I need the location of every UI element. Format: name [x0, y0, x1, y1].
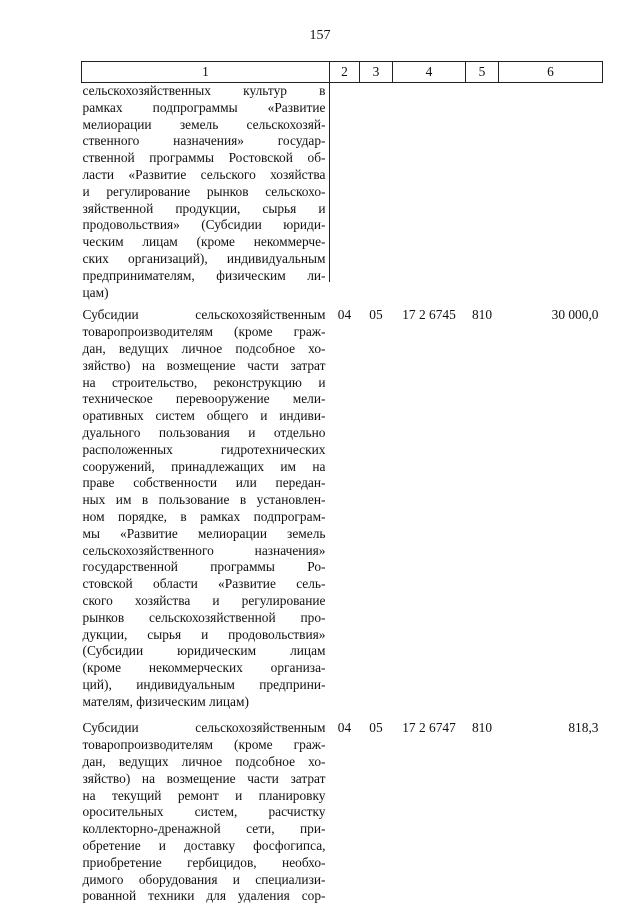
description-line: оративных систем общего и индиви-: [82, 408, 326, 424]
description-line: расположенных гидротехнических: [82, 441, 326, 457]
description-line: зяйство) на возмещение части затрат: [82, 357, 326, 373]
description-line: зяйственной продукции, сырья и: [82, 200, 326, 216]
description-line: рованной техники для удаления сор-: [82, 888, 326, 904]
description-line: (кроме некоммерческих организа-: [82, 660, 326, 676]
cell-amount: [499, 83, 603, 308]
column-divider: [329, 82, 330, 282]
cell-target-article: [393, 83, 466, 308]
row-description: [82, 307, 330, 720]
table-header: [82, 62, 603, 83]
table-row: [82, 307, 603, 720]
description-line: обретение и доставку фосфогипса,: [82, 838, 326, 854]
description-line: ственного назначения» государ-: [82, 133, 326, 149]
description-line: димого оборудования и специализи-: [82, 871, 326, 887]
description-line: ласти «Развитие сельского хозяйства: [82, 166, 326, 182]
row-description: [82, 83, 330, 308]
description-line: ном порядке, в рамках подпрограм-: [82, 508, 326, 524]
table-row: [82, 83, 603, 308]
description-line: государственной программы Ро-: [82, 559, 326, 575]
cell-section: 04: [337, 307, 352, 323]
table-row: [82, 720, 603, 905]
header-col-6: 6: [499, 62, 603, 83]
description-line: цам): [82, 284, 109, 300]
description-line: рынков сельскохозяйственной про-: [82, 609, 326, 625]
description-line: и регулирование рынков сельскохо-: [82, 183, 326, 199]
description-line: товаропроизводителям (кроме граж-: [82, 324, 326, 340]
cell-amount: 30 000,0: [551, 307, 599, 323]
description-line: на строительство, реконструкцию и: [82, 374, 326, 390]
description-line: зяйство) на возмещение части затрат: [82, 770, 326, 786]
header-col-1: 1: [82, 62, 330, 83]
budget-table: [81, 61, 603, 905]
description-line: товаропроизводителям (кроме граж-: [82, 737, 326, 753]
cell-subsection: 05: [369, 307, 383, 323]
row-description: [82, 720, 330, 905]
description-line: мелиорации земель сельскохозяй-: [82, 116, 326, 132]
header-col-2: 2: [330, 62, 360, 83]
cell-subsection: [360, 83, 393, 308]
description-line: предпринимателям, физическим ли-: [82, 267, 326, 283]
description-line: дан, ведущих личное подсобное хо-: [82, 754, 326, 770]
cell-expense-type: 810: [471, 307, 493, 323]
description-line: ского хозяйства и регулирование: [82, 592, 326, 608]
description-line: рамках подпрограммы «Развитие: [82, 99, 326, 115]
description-line: сельскохозяйственного назначения»: [82, 542, 326, 558]
description-line: оросительных систем, расчистку: [82, 804, 326, 820]
description-line: мателям, физическим лицам): [82, 693, 249, 709]
description-line: техническое перевооружение мели-: [82, 391, 326, 407]
description-line: праве собственности или передан-: [82, 475, 326, 491]
header-col-4: 4: [393, 62, 466, 83]
description-line: продовольствия» (Субсидии юриди-: [82, 217, 326, 233]
description-line: дуального пользования и отдельно: [82, 424, 326, 440]
header-col-3: 3: [360, 62, 393, 83]
description-line: Субсидии сельскохозяйственным: [82, 720, 326, 736]
cell-section: 04: [337, 720, 352, 736]
description-line: стовской области «Развитие сель-: [82, 576, 326, 592]
cell-amount: 818,3: [568, 720, 599, 736]
cell-target-article: 17 2 6745: [402, 307, 456, 323]
description-line: дан, ведущих личное подсобное хо-: [82, 340, 326, 356]
description-line: (Субсидии юридическим лицам: [82, 643, 326, 659]
description-line: на текущий ремонт и планировку: [82, 787, 326, 803]
description-line: дукции, сырья и продовольствия»: [82, 626, 326, 642]
cell-expense-type: 810: [471, 720, 493, 736]
description-line: мы «Развитие мелиорации земель: [82, 525, 326, 541]
description-line: ских организаций), индивидуальным: [82, 250, 326, 266]
description-line: ных им в пользование в установлен-: [82, 492, 326, 508]
description-line: сооружений, принадлежащих им на: [82, 458, 326, 474]
cell-section: [330, 83, 360, 308]
description-line: Субсидии сельскохозяйственным: [82, 307, 326, 323]
description-line: коллекторно-дренажной сети, при-: [82, 821, 326, 837]
description-line: ческим лицам (кроме некоммерче-: [82, 234, 326, 250]
cell-subsection: 05: [369, 720, 383, 736]
page-number: 157: [309, 28, 331, 43]
description-line: ций), индивидуальным предприни-: [82, 676, 326, 692]
header-col-5: 5: [466, 62, 499, 83]
description-line: приобретение гербицидов, необхо-: [82, 854, 326, 870]
cell-expense-type: [466, 83, 499, 308]
description-line: ственной программы Ростовской об-: [82, 150, 326, 166]
description-line: сельскохозяйственных культур в: [82, 83, 326, 98]
cell-target-article: 17 2 6747: [402, 720, 456, 736]
